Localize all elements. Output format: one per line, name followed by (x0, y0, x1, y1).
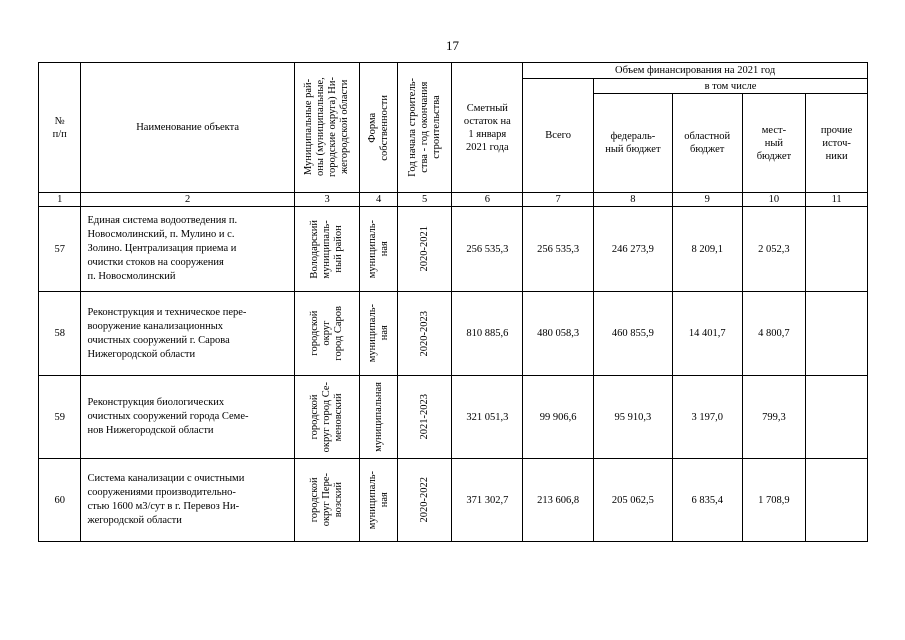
row-total: 213 606,8 (523, 459, 594, 542)
column-number: 8 (593, 193, 672, 207)
row-name: Система канализации с очистными сооружениями производительно- стью 1600 м3/сут в г. Перевоз Ни- жегородской области (81, 459, 294, 542)
header-ownership: Форма собственности (360, 63, 397, 193)
row-name: Реконструкция и техническое пере- вооружение канализационных очистных сооружений г. Сарова Нижегородской области (81, 292, 294, 376)
column-number: 10 (742, 193, 806, 207)
header-total: Всего (523, 79, 594, 193)
column-number-row (39, 193, 868, 207)
table-row (39, 292, 868, 376)
row-years: 2020-2023 (397, 292, 452, 376)
row-regional: 14 401,7 (672, 292, 742, 376)
header-row-1 (39, 63, 868, 79)
header-federal: федераль- ный бюджет (593, 94, 672, 193)
row-local: 799,3 (742, 376, 806, 459)
row-balance: 321 051,3 (452, 376, 523, 459)
header-num: № п/п (39, 63, 81, 193)
column-number: 3 (294, 193, 360, 207)
row-other (806, 376, 868, 459)
row-district: городской округ город Се- меновский (294, 376, 360, 459)
table-row (39, 376, 868, 459)
row-name: Единая система водоотведения п. Новосмолинский, п. Мулино и с. Золино. Централизация приема и очистки стоков на сооружения п. Новосмолинский (81, 207, 294, 292)
row-regional: 8 209,1 (672, 207, 742, 292)
row-num: 60 (39, 459, 81, 542)
column-number: 4 (360, 193, 397, 207)
column-number: 7 (523, 193, 594, 207)
table-row (39, 207, 868, 292)
row-federal: 95 910,3 (593, 376, 672, 459)
row-district: городской округ Пере- возский (294, 459, 360, 542)
row-regional: 3 197,0 (672, 376, 742, 459)
row-ownership: муниципаль- ная (360, 207, 397, 292)
column-number: 11 (806, 193, 868, 207)
row-district: Володарский муниципаль- ный район (294, 207, 360, 292)
header-balance: Сметный остаток на 1 января 2021 года (452, 63, 523, 193)
row-other (806, 292, 868, 376)
column-number: 9 (672, 193, 742, 207)
header-including: в том числе (593, 79, 867, 94)
row-federal: 246 273,9 (593, 207, 672, 292)
row-other (806, 459, 868, 542)
row-years: 2021-2023 (397, 376, 452, 459)
header-financing: Объем финансирования на 2021 год (523, 63, 868, 79)
row-local: 4 800,7 (742, 292, 806, 376)
row-local: 1 708,9 (742, 459, 806, 542)
header-local: мест- ный бюджет (742, 94, 806, 193)
row-district: городской округ город Саров (294, 292, 360, 376)
row-ownership: муниципальная (360, 376, 397, 459)
row-balance: 810 885,6 (452, 292, 523, 376)
header-district: Муниципальные рай- оны (муниципальные, городские округа) Ни- жегородской области (294, 63, 360, 193)
row-regional: 6 835,4 (672, 459, 742, 542)
row-local: 2 052,3 (742, 207, 806, 292)
column-number: 1 (39, 193, 81, 207)
column-number: 2 (81, 193, 294, 207)
row-total: 256 535,3 (523, 207, 594, 292)
row-total: 480 058,3 (523, 292, 594, 376)
row-federal: 205 062,5 (593, 459, 672, 542)
row-years: 2020-2021 (397, 207, 452, 292)
row-ownership: муниципаль- ная (360, 459, 397, 542)
financing-table (38, 62, 868, 542)
row-num: 58 (39, 292, 81, 376)
row-num: 57 (39, 207, 81, 292)
row-balance: 371 302,7 (452, 459, 523, 542)
header-other: прочие источ- ники (806, 94, 868, 193)
column-number: 6 (452, 193, 523, 207)
row-other (806, 207, 868, 292)
row-name: Реконструкция биологических очистных сооружений города Семе- нов Нижегородской области (81, 376, 294, 459)
row-years: 2020-2022 (397, 459, 452, 542)
row-ownership: муниципаль- ная (360, 292, 397, 376)
row-num: 59 (39, 376, 81, 459)
row-federal: 460 855,9 (593, 292, 672, 376)
table-row (39, 459, 868, 542)
row-total: 99 906,6 (523, 376, 594, 459)
header-years: Год начала строитель- ства - год окончания строительства (397, 63, 452, 193)
column-number: 5 (397, 193, 452, 207)
header-name: Наименование объекта (81, 63, 294, 193)
row-balance: 256 535,3 (452, 207, 523, 292)
page-number: 17 (446, 38, 459, 53)
header-regional: областной бюджет (672, 94, 742, 193)
